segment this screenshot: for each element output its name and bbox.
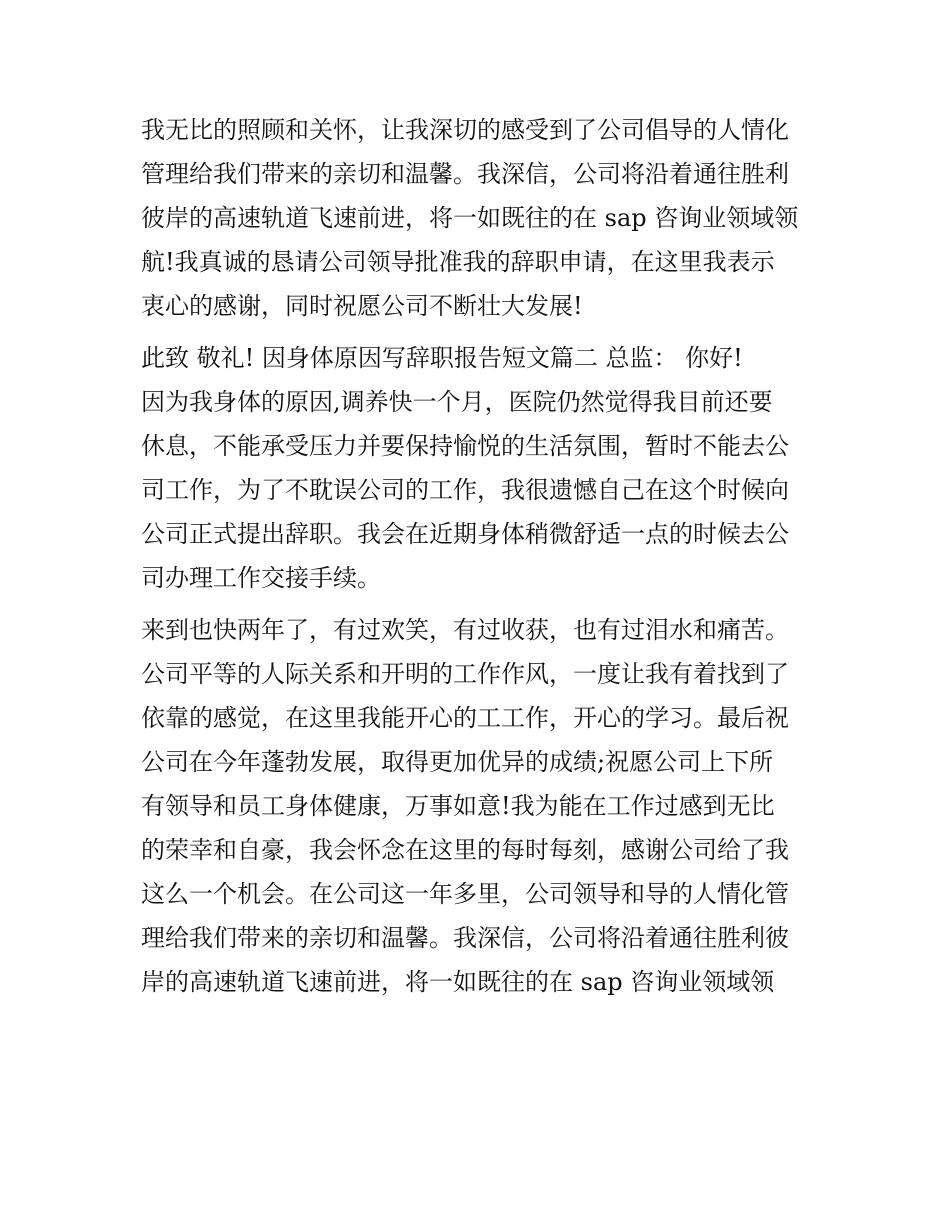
paragraph-gap xyxy=(141,600,821,608)
text-line: 司工作，为了不耽误公司的工作，我很遗憾自己在这个时候向 xyxy=(141,476,789,504)
text-line: 这么一个机会。在公司这一年多里，公司领导和导的人情化管 xyxy=(141,880,789,908)
text-line: 有领导和员工身体健康，万事如意!我为能在工作过感到无比 xyxy=(141,792,775,820)
paragraph-1 xyxy=(141,108,821,328)
text-line: 理给我们带来的亲切和温馨。我深信，公司将沿着通往胜利彼 xyxy=(141,924,789,952)
text-line: 衷心的感谢，同时祝愿公司不断壮大发展! xyxy=(141,292,583,320)
text-line: 我无比的照顾和关怀，让我深切的感受到了公司倡导的人情化 xyxy=(141,116,789,144)
text-line: 此致 敬礼! 因身体原因写辞职报告短文篇二 总监： 你好! xyxy=(141,344,743,372)
paragraph-gap xyxy=(141,328,821,336)
text-line: 司办理工作交接手续。 xyxy=(141,564,381,592)
text-line: 依靠的感觉，在这里我能开心的工工作，开心的学习。最后祝 xyxy=(141,704,789,732)
text-line: 管理给我们带来的亲切和温馨。我深信，公司将沿着通往胜利 xyxy=(141,160,789,188)
text-line: 公司正式提出辞职。我会在近期身体稍微舒适一点的时候去公 xyxy=(141,520,789,548)
text-line: 来到也快两年了，有过欢笑，有过收获，也有过泪水和痛苦。 xyxy=(141,616,789,644)
text-line: 航!我真诚的恳请公司领导批准我的辞职申请，在这里我表示 xyxy=(141,248,775,276)
text-line: 公司平等的人际关系和开明的工作作风，一度让我有着找到了 xyxy=(141,660,789,688)
text-line: 的荣幸和自豪，我会怀念在这里的每时每刻，感谢公司给了我 xyxy=(141,836,789,864)
paragraph-2 xyxy=(141,336,821,380)
paragraph-3 xyxy=(141,380,821,600)
text-line: 休息，不能承受压力并要保持愉悦的生活氛围，暂时不能去公 xyxy=(141,432,789,460)
paragraph-4 xyxy=(141,608,821,1004)
text-line: 因为我身体的原因,调养快一个月，医院仍然觉得我目前还要 xyxy=(141,388,773,416)
text-line: 彼岸的高速轨道飞速前进，将一如既往的在 sap 咨询业领域领 xyxy=(141,204,799,232)
text-line: 岸的高速轨道飞速前进，将一如既往的在 sap 咨询业领域领 xyxy=(141,968,775,996)
text-line: 公司在今年蓬勃发展，取得更加优异的成绩;祝愿公司上下所 xyxy=(141,748,774,776)
document-body xyxy=(141,108,821,1004)
